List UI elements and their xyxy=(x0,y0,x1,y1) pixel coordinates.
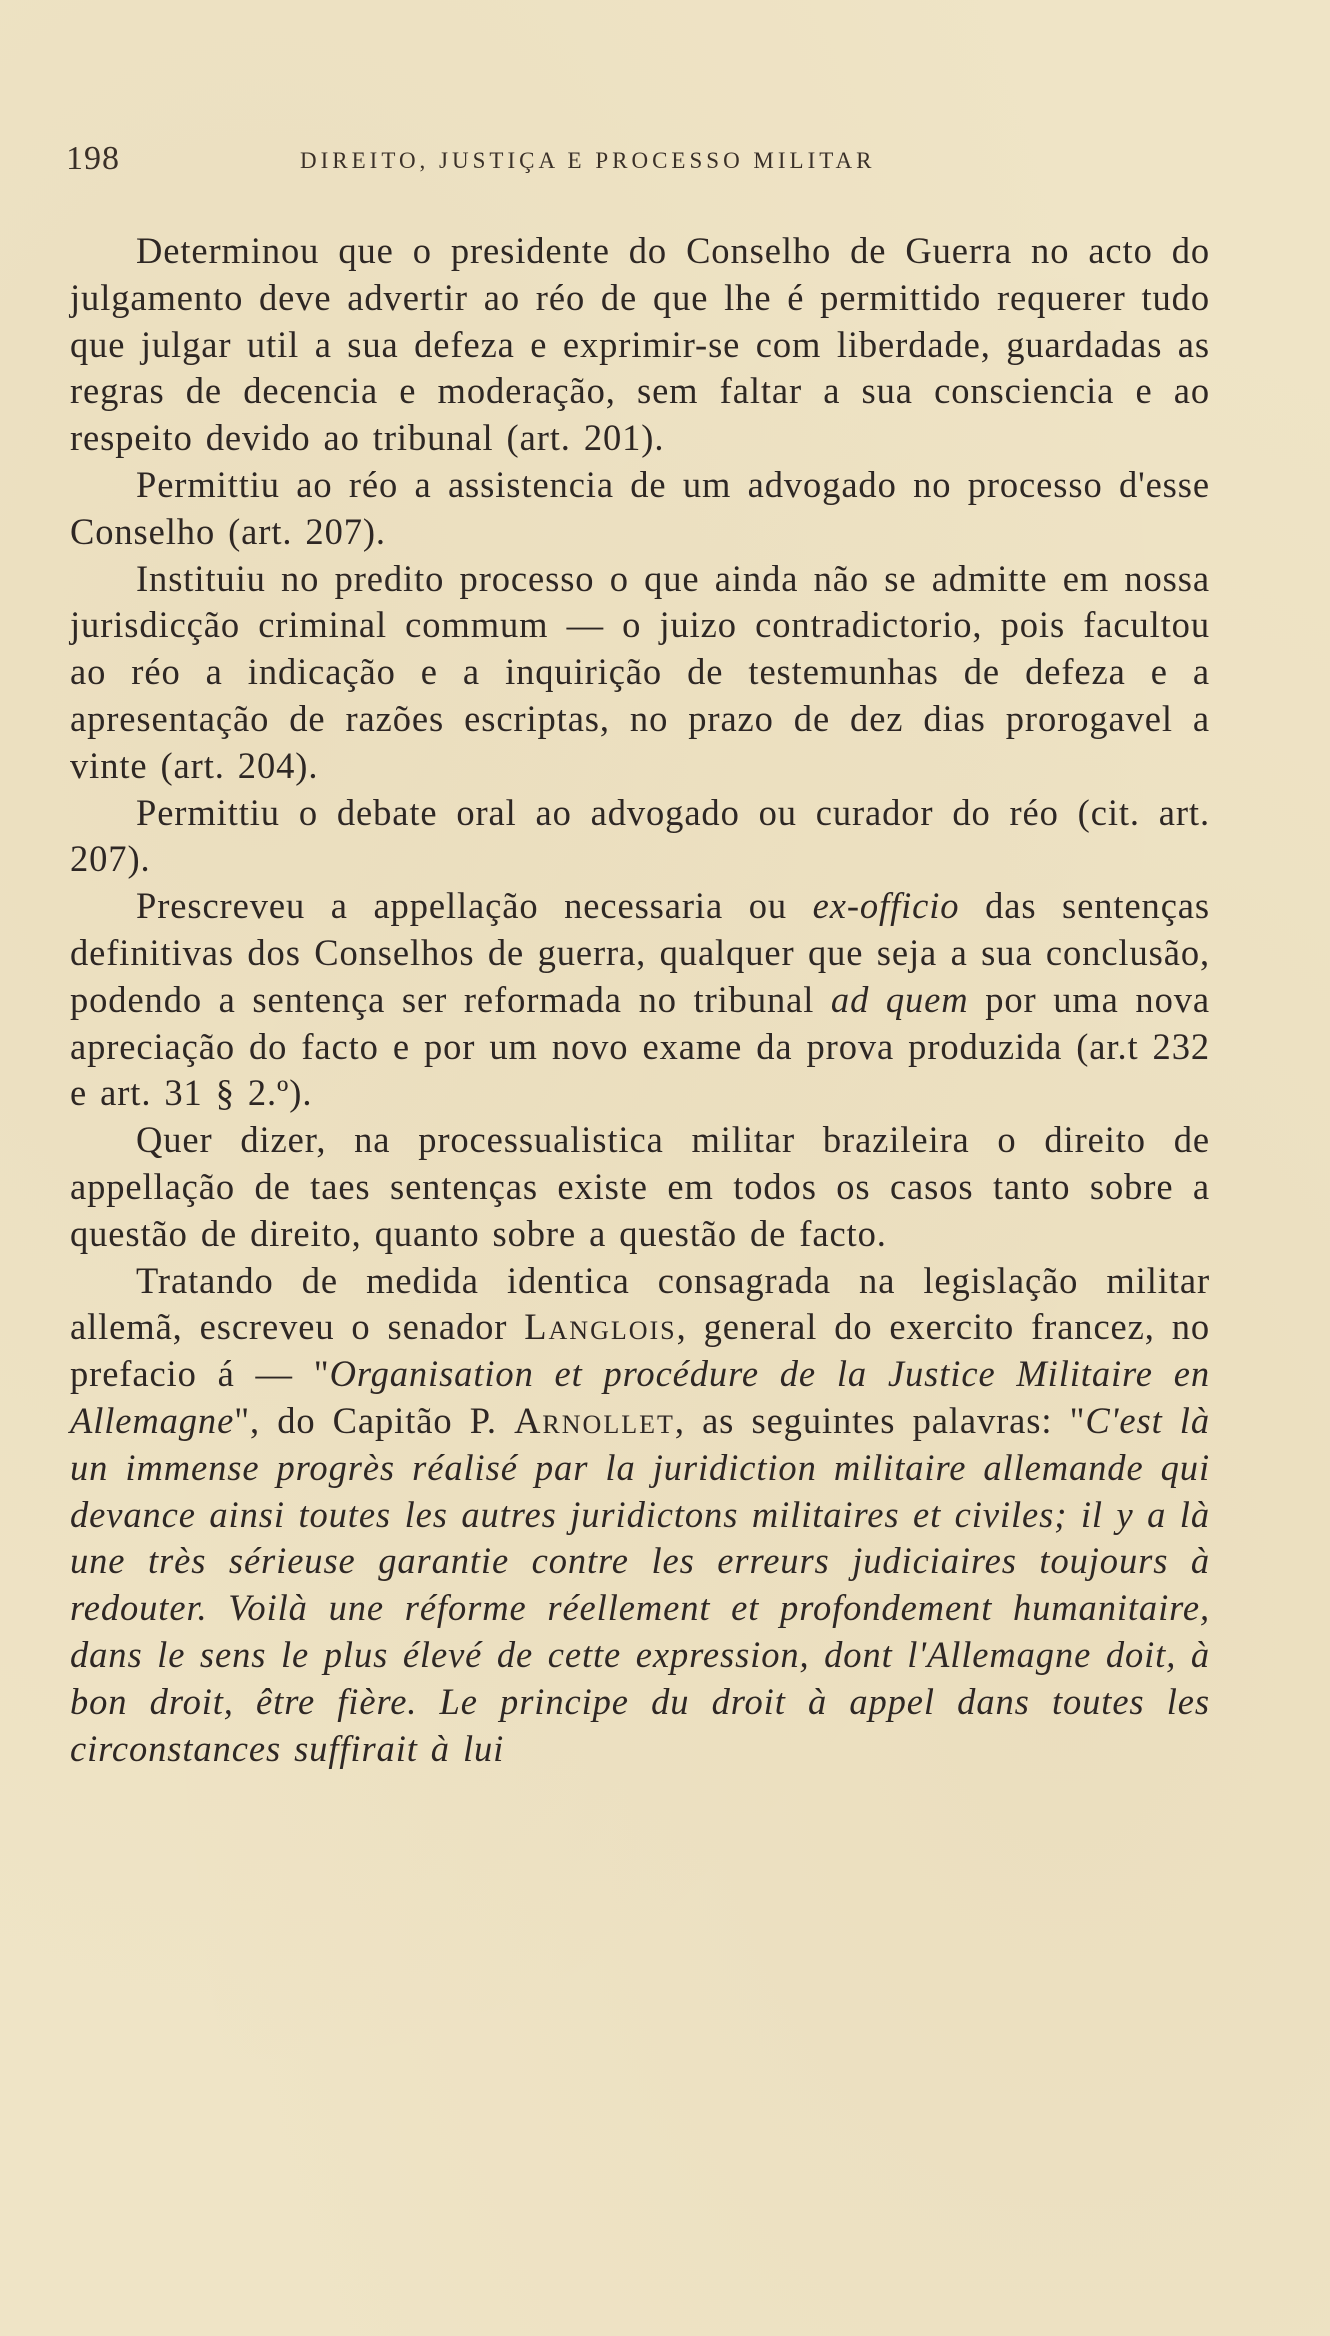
paragraph-6: Quer dizer, na processualistica militar brazileira o direito de appellação de taes sentenças existe em todos os casos tanto sobre a questão de direito, quanto sobre a questão de facto. xyxy=(70,1119,1210,1254)
paragraph-5 xyxy=(70,883,1210,1117)
paragraph-3: Instituiu no predito processo o que ainda não se admitte em nossa jurisdicção criminal commum — o juizo contradictorio, pois facultou ao réo a indicação e a inquirição de testemunhas de defeza e a apresentação de razões escriptas, no prazo de dez dias prorogavel a vinte (art. 204). xyxy=(70,557,1210,786)
french-quote-italic: C'est là un immense progrès réalisé par la juridiction militaire allemande qui devance ainsi toutes les autres juridictons militaires et civiles; il y a là une très sérieuse garantie contre les erreurs judiciaires toujours à redouter. Voilà une réforme réellement et profondement humanitaire, dans le sens le plus élevé de cette expression, dont l'Allemagne doit, à bon droit, être fière. Le principe du droit à appel dans toutes les circonstances suffirait à lui xyxy=(70,1399,1210,1769)
page-number: 198 xyxy=(66,140,120,177)
author-name-arnollet: Arnollet xyxy=(514,1399,675,1441)
paragraph-5-text-c: das sentenças definitivas dos Conselhos de guerra, qualquer que seja a sua conclusão, podendo a sentença ser reformada no tribunal xyxy=(70,885,1211,1020)
paragraph-5-text-a: Prescreveu a appellação necessaria ou xyxy=(136,885,813,927)
paragraph-5-italic-ad-quem: ad quem xyxy=(830,978,969,1020)
paragraph-5-italic-ex-officio: ex-officio xyxy=(812,885,960,927)
running-title: DIREITO, JUSTIÇA E PROCESSO MILITAR xyxy=(300,148,876,173)
paragraph-7-text-c: , general do exercito francez, no prefacio á — " xyxy=(70,1306,1210,1395)
paragraph-1: Determinou que o presidente do Conselho de Guerra no acto do julgamento deve advertir ao réo de que lhe é permittido requerer tudo que julgar util a sua defeza e exprimir-se com liberdade, guardadas as regras de decencia e moderação, sem faltar a sua consciencia e ao respeito devido ao tribunal (art. 201). xyxy=(70,230,1210,459)
body-text xyxy=(70,228,1210,1772)
paragraph-5-text-e: por uma nova apreciação do facto e por um novo exame da prova produzida (ar.t 232 e art. 31 § 2.º). xyxy=(70,978,1210,1114)
page-header xyxy=(66,140,1206,190)
paragraph-2: Permittiu ao réo a assistencia de um advogado no processo d'esse Conselho (art. 207). xyxy=(70,463,1210,552)
paragraph-7-text-g: , as seguintes palavras: " xyxy=(674,1399,1086,1441)
author-name-langlois: Langlois xyxy=(524,1306,677,1348)
paragraph-7-text-e: ", do Capitão P. xyxy=(234,1399,515,1441)
book-title-italic: Organisation et procédure de la Justice Militaire en Allemagne xyxy=(70,1353,1210,1441)
paragraph-7 xyxy=(70,1258,1210,1773)
paragraph-7-text-a: Tratando de medida identica consagrada na legislação militar allemã, escreveu o senador xyxy=(70,1259,1210,1348)
paragraph-4: Permittiu o debate oral ao advogado ou curador do réo (cit. art. 207). xyxy=(70,791,1210,880)
